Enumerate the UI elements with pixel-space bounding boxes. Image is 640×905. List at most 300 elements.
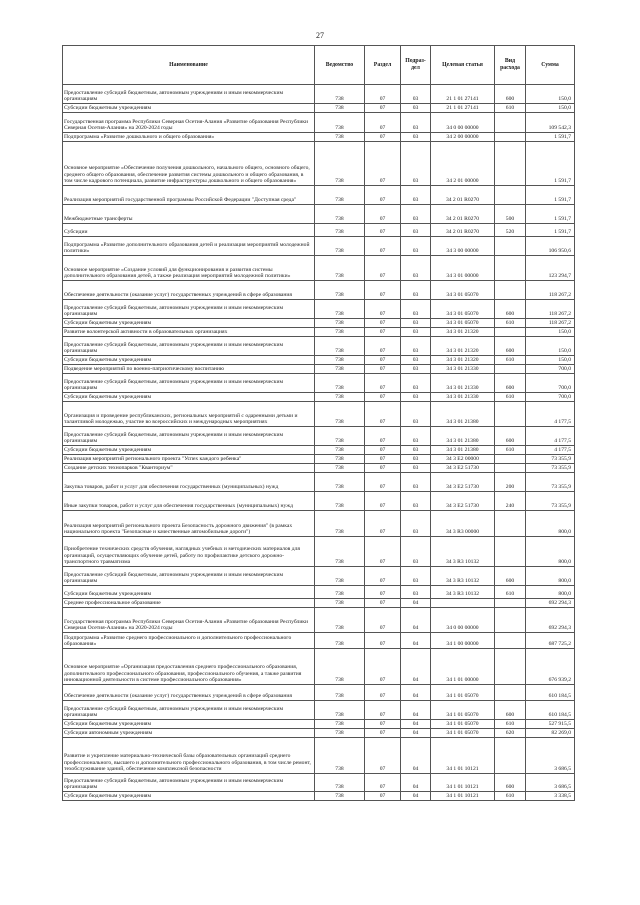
- cell-expense-type: [495, 113, 526, 133]
- cell-dept: 738: [315, 455, 365, 464]
- cell-section: 07: [365, 446, 401, 455]
- cell-expense-type: [495, 365, 526, 374]
- header-subsection: Подраз-дел: [401, 46, 431, 85]
- cell-expense-type: [495, 608, 526, 633]
- cell-amount: 700,0: [526, 365, 575, 374]
- table-body: [63, 85, 575, 801]
- cell-subsection: 03: [401, 393, 431, 402]
- cell-dept: 738: [315, 113, 365, 133]
- table-row: [63, 205, 575, 224]
- cell-section: 07: [365, 774, 401, 792]
- cell-target: 21 1 01 27141: [431, 85, 495, 104]
- cell-dept: 738: [315, 492, 365, 511]
- cell-subsection: 04: [401, 608, 431, 633]
- cell-subsection: 03: [401, 492, 431, 511]
- table-row: [63, 237, 575, 256]
- table-row: [63, 446, 575, 455]
- cell-dept: 738: [315, 281, 365, 300]
- cell-target: 34 1 01 10121: [431, 738, 495, 774]
- cell-section: 07: [365, 427, 401, 446]
- cell-dept: 738: [315, 365, 365, 374]
- header-amount: Сумма: [526, 46, 575, 85]
- cell-amount: 73 355,9: [526, 455, 575, 464]
- cell-subsection: 03: [401, 319, 431, 328]
- cell-target: 34 3 01 21320: [431, 337, 495, 356]
- table-row: [63, 649, 575, 685]
- cell-section: 07: [365, 142, 401, 186]
- cell-subsection: 03: [401, 133, 431, 142]
- cell-dept: 738: [315, 792, 365, 801]
- cell-target: 34 3 01 05070: [431, 319, 495, 328]
- cell-subsection: 04: [401, 701, 431, 720]
- cell-expense-type: [495, 633, 526, 649]
- table-row: [63, 186, 575, 205]
- cell-dept: 738: [315, 599, 365, 608]
- cell-section: 07: [365, 464, 401, 473]
- cell-dept: 738: [315, 720, 365, 729]
- cell-subsection: 03: [401, 85, 431, 104]
- cell-section: 07: [365, 792, 401, 801]
- cell-subsection: 03: [401, 464, 431, 473]
- cell-dept: 738: [315, 567, 365, 586]
- cell-name: Развитие и укрепление материально-технической базы образовательных организаций среднего профессионального, высшего и дополнительного профессионального образования, в том числе ремонт, техобслуживание зданий, обеспечение комплексной безопасности: [63, 738, 315, 774]
- header-section: Раздел: [365, 46, 401, 85]
- cell-amount: 1 591,7: [526, 133, 575, 142]
- cell-dept: 738: [315, 142, 365, 186]
- cell-target: 34 3 01 21380: [431, 402, 495, 427]
- header-expense-type: Вид расхода: [495, 46, 526, 85]
- cell-amount: 1 591,7: [526, 224, 575, 237]
- table-row: [63, 374, 575, 393]
- cell-dept: 738: [315, 633, 365, 649]
- cell-expense-type: 600: [495, 85, 526, 104]
- cell-section: 07: [365, 685, 401, 701]
- cell-subsection: 03: [401, 356, 431, 365]
- cell-section: 07: [365, 281, 401, 300]
- cell-expense-type: 500: [495, 205, 526, 224]
- cell-target: 34 2 01 R0270: [431, 224, 495, 237]
- cell-dept: 738: [315, 186, 365, 205]
- cell-amount: 118 267,2: [526, 281, 575, 300]
- cell-name: Предоставление субсидий бюджетным, автономным учреждениям и иным некоммерческим организациям: [63, 374, 315, 393]
- table-row: [63, 365, 575, 374]
- cell-subsection: 04: [401, 599, 431, 608]
- header-target: Целевая статья: [431, 46, 495, 85]
- cell-section: 07: [365, 365, 401, 374]
- cell-target: 34 3 R3 10132: [431, 537, 495, 567]
- cell-section: 07: [365, 374, 401, 393]
- cell-expense-type: [495, 464, 526, 473]
- cell-dept: 738: [315, 511, 365, 537]
- cell-target: 34 3 00 00000: [431, 237, 495, 256]
- cell-dept: 738: [315, 729, 365, 738]
- cell-section: 07: [365, 237, 401, 256]
- cell-dept: 738: [315, 473, 365, 492]
- cell-name: Обеспечение деятельности (оказание услуг) государственных учреждений в сфере образования: [63, 685, 315, 701]
- cell-name: Приобретение технических средств обучения, наглядных учебных и методических материалов для организаций, осуществляющих обучение детей, работу по профилактике детского дорожно-транспортного травматизма: [63, 537, 315, 567]
- cell-target: 34 3 E2 51730: [431, 492, 495, 511]
- cell-name: Организация и проведение республиканских, региональных мероприятий с одаренными детьми и талантливой молодежью, участие во всероссийских и международных мероприятиях: [63, 402, 315, 427]
- cell-amount: 610 184,5: [526, 701, 575, 720]
- cell-name: Развитие волонтерской активности в образовательных организациях: [63, 328, 315, 337]
- cell-dept: 738: [315, 237, 365, 256]
- cell-amount: 73 355,9: [526, 492, 575, 511]
- cell-amount: 82 269,0: [526, 729, 575, 738]
- cell-amount: 150,0: [526, 328, 575, 337]
- cell-amount: 73 355,9: [526, 464, 575, 473]
- table-row: [63, 738, 575, 774]
- cell-name: Предоставление субсидий бюджетным, автономным учреждениям и иным некоммерческим организациям: [63, 774, 315, 792]
- cell-name: Закупка товаров, работ и услуг для обеспечения государственных (муниципальных) нужд: [63, 473, 315, 492]
- cell-subsection: 03: [401, 113, 431, 133]
- cell-target: 34 1 01 00000: [431, 649, 495, 685]
- cell-name: Предоставление субсидий бюджетным, автономным учреждениям и иным некоммерческим организациям: [63, 337, 315, 356]
- cell-name: Субсидии бюджетным учреждениям: [63, 356, 315, 365]
- cell-section: 07: [365, 729, 401, 738]
- cell-expense-type: 610: [495, 720, 526, 729]
- cell-amount: 700,0: [526, 374, 575, 393]
- cell-amount: 3 686,5: [526, 738, 575, 774]
- cell-amount: 4 177,5: [526, 402, 575, 427]
- cell-subsection: 04: [401, 774, 431, 792]
- cell-target: 34 0 00 00000: [431, 608, 495, 633]
- cell-section: 07: [365, 319, 401, 328]
- cell-subsection: 03: [401, 186, 431, 205]
- cell-section: 07: [365, 599, 401, 608]
- cell-section: 07: [365, 256, 401, 281]
- cell-section: 07: [365, 586, 401, 599]
- cell-subsection: 03: [401, 567, 431, 586]
- cell-subsection: 03: [401, 365, 431, 374]
- cell-expense-type: [495, 237, 526, 256]
- cell-name: Предоставление субсидий бюджетным, автономным учреждениям и иным некоммерческим организациям: [63, 300, 315, 319]
- table-row: [63, 133, 575, 142]
- table-row: [63, 511, 575, 537]
- cell-section: 07: [365, 537, 401, 567]
- cell-target: 34 3 E2 51730: [431, 464, 495, 473]
- cell-dept: 738: [315, 328, 365, 337]
- cell-expense-type: 610: [495, 393, 526, 402]
- cell-target: 34 1 00 00000: [431, 633, 495, 649]
- table-row: [63, 300, 575, 319]
- cell-amount: 700,0: [526, 393, 575, 402]
- budget-table: [62, 45, 575, 801]
- table-row: [63, 393, 575, 402]
- cell-name: Реализация мероприятий государственной программы Российской Федерации "Доступная среда": [63, 186, 315, 205]
- cell-dept: 738: [315, 774, 365, 792]
- header-name: Наименование: [63, 46, 315, 85]
- cell-expense-type: 600: [495, 374, 526, 393]
- cell-target: 34 1 01 05070: [431, 685, 495, 701]
- cell-name: Субсидии бюджетным учреждениям: [63, 104, 315, 113]
- cell-target: 34 1 01 05070: [431, 720, 495, 729]
- cell-subsection: 03: [401, 328, 431, 337]
- cell-dept: 738: [315, 608, 365, 633]
- cell-name: Государственная программа Республики Северная Осетия-Алания «Развитие образования Республики Северная Осетия-Алания» на 2020-2024 годы: [63, 113, 315, 133]
- cell-name: Предоставление субсидий бюджетным, автономным учреждениям и иным некоммерческим организациям: [63, 567, 315, 586]
- cell-section: 07: [365, 186, 401, 205]
- cell-subsection: 03: [401, 337, 431, 356]
- cell-dept: 738: [315, 256, 365, 281]
- table-row: [63, 685, 575, 701]
- cell-amount: 3 338,5: [526, 792, 575, 801]
- table-row: [63, 328, 575, 337]
- cell-dept: 738: [315, 205, 365, 224]
- cell-amount: 150,0: [526, 104, 575, 113]
- cell-dept: 738: [315, 300, 365, 319]
- cell-name: Основное мероприятие «Организация предоставления среднего профессионального образования, дополнительного профессионального образования, профессионального обучения, а также развития инновационной деятельности в системе профессионального образования»: [63, 649, 315, 685]
- table-row: [63, 599, 575, 608]
- header-dept: Ведомство: [315, 46, 365, 85]
- cell-expense-type: [495, 186, 526, 205]
- table-row: [63, 256, 575, 281]
- table-row: [63, 567, 575, 586]
- table-row: [63, 281, 575, 300]
- table-row: [63, 608, 575, 633]
- cell-target: 34 3 R3 10132: [431, 586, 495, 599]
- cell-subsection: 03: [401, 511, 431, 537]
- cell-name: Реализация мероприятий регионального проекта "Успех каждого ребенка": [63, 455, 315, 464]
- table-row: [63, 720, 575, 729]
- cell-expense-type: 240: [495, 492, 526, 511]
- cell-name: Обеспечение деятельности (оказание услуг) государственных учреждений в сфере образования: [63, 281, 315, 300]
- cell-section: 07: [365, 492, 401, 511]
- cell-section: 07: [365, 633, 401, 649]
- cell-subsection: 03: [401, 205, 431, 224]
- cell-subsection: 04: [401, 685, 431, 701]
- cell-expense-type: [495, 256, 526, 281]
- cell-section: 07: [365, 85, 401, 104]
- cell-target: 34 3 01 00000: [431, 256, 495, 281]
- cell-expense-type: 610: [495, 446, 526, 455]
- cell-section: 07: [365, 567, 401, 586]
- cell-target: 34 2 01 R0270: [431, 205, 495, 224]
- cell-expense-type: 610: [495, 586, 526, 599]
- cell-name: Основное мероприятие «Обеспечение получения дошкольного, начального общего, основного общего, среднего общего образования, обеспечение развития системы дошкольного и общего образования, в том числе кадрового потенциала, развитие инфраструктуры дошкольного и общего образования»: [63, 142, 315, 186]
- cell-expense-type: 520: [495, 224, 526, 237]
- cell-amount: 692 294,3: [526, 608, 575, 633]
- cell-section: 07: [365, 328, 401, 337]
- table-row: [63, 464, 575, 473]
- cell-dept: 738: [315, 224, 365, 237]
- cell-section: 07: [365, 402, 401, 427]
- table-row: [63, 85, 575, 104]
- cell-target: 34 3 01 21380: [431, 427, 495, 446]
- cell-dept: 738: [315, 85, 365, 104]
- cell-amount: 1 591,7: [526, 205, 575, 224]
- cell-target: 34 3 01 05070: [431, 281, 495, 300]
- cell-dept: 738: [315, 649, 365, 685]
- cell-name: Иные закупки товаров, работ и услуг для обеспечения государственных (муниципальных) нужд: [63, 492, 315, 511]
- cell-expense-type: 600: [495, 701, 526, 720]
- table-row: [63, 774, 575, 792]
- cell-target: 34 1 01 05070: [431, 729, 495, 738]
- cell-section: 07: [365, 720, 401, 729]
- cell-name: Субсидии бюджетным учреждениям: [63, 393, 315, 402]
- cell-amount: 118 267,2: [526, 300, 575, 319]
- cell-expense-type: 620: [495, 729, 526, 738]
- cell-target: 34 2 00 00000: [431, 133, 495, 142]
- cell-dept: 738: [315, 104, 365, 113]
- cell-dept: 738: [315, 537, 365, 567]
- cell-subsection: 03: [401, 256, 431, 281]
- cell-target: 34 3 01 21320: [431, 356, 495, 365]
- cell-target: 34 2 01 00000: [431, 142, 495, 186]
- cell-name: Подведение мероприятий по военно-патриотическому воспитанию: [63, 365, 315, 374]
- table-row: [63, 455, 575, 464]
- cell-dept: 738: [315, 356, 365, 365]
- cell-expense-type: 600: [495, 300, 526, 319]
- cell-expense-type: [495, 133, 526, 142]
- cell-name: Основное мероприятие «Создание условий для функционирования и развития системы дополнительного образования детей, а также реализация мероприятий молодежной политики»: [63, 256, 315, 281]
- table-row: [63, 492, 575, 511]
- cell-subsection: 04: [401, 792, 431, 801]
- cell-expense-type: [495, 599, 526, 608]
- table-row: [63, 356, 575, 365]
- cell-dept: 738: [315, 427, 365, 446]
- cell-name: Государственная программа Республики Северная Осетия-Алания «Развитие образования Республики Северная Осетия-Алания» на 2020-2024 годы: [63, 608, 315, 633]
- cell-target: 34 3 R3 10132: [431, 567, 495, 586]
- cell-subsection: 04: [401, 649, 431, 685]
- cell-amount: 150,0: [526, 337, 575, 356]
- table-row: [63, 701, 575, 720]
- cell-expense-type: 600: [495, 774, 526, 792]
- cell-amount: 4 177,5: [526, 427, 575, 446]
- table-row: [63, 473, 575, 492]
- cell-name: Субсидии бюджетным учреждениям: [63, 586, 315, 599]
- cell-subsection: 03: [401, 446, 431, 455]
- cell-section: 07: [365, 649, 401, 685]
- cell-subsection: 04: [401, 720, 431, 729]
- cell-target: 34 3 01 21320: [431, 328, 495, 337]
- cell-subsection: 04: [401, 729, 431, 738]
- cell-dept: 738: [315, 586, 365, 599]
- cell-subsection: 03: [401, 586, 431, 599]
- cell-name: Субсидии бюджетным учреждениям: [63, 720, 315, 729]
- cell-amount: 150,0: [526, 356, 575, 365]
- cell-section: 07: [365, 104, 401, 113]
- table-row: [63, 224, 575, 237]
- cell-amount: 610 184,5: [526, 685, 575, 701]
- cell-expense-type: [495, 455, 526, 464]
- cell-name: Субсидии бюджетным учреждениям: [63, 792, 315, 801]
- table-row: [63, 427, 575, 446]
- cell-name: Субсидии автономным учреждениям: [63, 729, 315, 738]
- cell-expense-type: [495, 537, 526, 567]
- cell-section: 07: [365, 205, 401, 224]
- cell-subsection: 03: [401, 427, 431, 446]
- table-row: [63, 729, 575, 738]
- cell-name: Межбюджетные трансферты: [63, 205, 315, 224]
- cell-amount: 123 294,7: [526, 256, 575, 281]
- cell-target: 34 3 01 21380: [431, 446, 495, 455]
- table-row: [63, 104, 575, 113]
- cell-target: 34 1 01 05070: [431, 701, 495, 720]
- cell-target: 34 3 R3 00000: [431, 511, 495, 537]
- cell-section: 07: [365, 337, 401, 356]
- page-number: 27: [316, 31, 324, 40]
- cell-name: Субсидии бюджетным учреждениям: [63, 319, 315, 328]
- cell-name: Создание детских технопарков "Кванториум": [63, 464, 315, 473]
- cell-subsection: 04: [401, 738, 431, 774]
- cell-dept: 738: [315, 337, 365, 356]
- cell-amount: 150,0: [526, 85, 575, 104]
- cell-amount: 800,0: [526, 537, 575, 567]
- cell-name: Реализация мероприятий регионального проекта Безопасность дорожного движения" (в рамках национального проекта "Безопасные и качественные автомобильные дороги"): [63, 511, 315, 537]
- cell-amount: 800,0: [526, 567, 575, 586]
- cell-amount: 692 294,3: [526, 599, 575, 608]
- cell-expense-type: [495, 738, 526, 774]
- cell-subsection: 03: [401, 281, 431, 300]
- cell-target: 34 1 01 10121: [431, 774, 495, 792]
- cell-target: 34 0 00 00000: [431, 113, 495, 133]
- cell-name: Субсидии бюджетным учреждениям: [63, 446, 315, 455]
- cell-section: 07: [365, 455, 401, 464]
- cell-subsection: 03: [401, 142, 431, 186]
- cell-dept: 738: [315, 402, 365, 427]
- table-row: [63, 142, 575, 186]
- cell-subsection: 03: [401, 104, 431, 113]
- table-row: [63, 113, 575, 133]
- cell-expense-type: 610: [495, 356, 526, 365]
- cell-dept: 738: [315, 738, 365, 774]
- cell-amount: 118 267,2: [526, 319, 575, 328]
- cell-expense-type: 600: [495, 427, 526, 446]
- cell-subsection: 04: [401, 633, 431, 649]
- cell-dept: 738: [315, 446, 365, 455]
- cell-expense-type: [495, 685, 526, 701]
- cell-dept: 738: [315, 133, 365, 142]
- cell-expense-type: [495, 511, 526, 537]
- table-row: [63, 337, 575, 356]
- cell-amount: 109 542,3: [526, 113, 575, 133]
- cell-dept: 738: [315, 701, 365, 720]
- cell-section: 07: [365, 356, 401, 365]
- cell-target: [431, 599, 495, 608]
- cell-amount: 73 355,9: [526, 473, 575, 492]
- cell-section: 07: [365, 224, 401, 237]
- cell-name: Подпрограмма «Развитие дополнительного образования детей и реализация мероприятий молодежной политики»: [63, 237, 315, 256]
- cell-amount: 1 591,7: [526, 142, 575, 186]
- cell-subsection: 03: [401, 473, 431, 492]
- cell-target: 34 3 01 21330: [431, 365, 495, 374]
- cell-expense-type: [495, 402, 526, 427]
- cell-target: 34 3 E2 00000: [431, 455, 495, 464]
- cell-name: Субсидии: [63, 224, 315, 237]
- cell-name: Подпрограмма «Развитие дошкольного и общего образования»: [63, 133, 315, 142]
- cell-expense-type: [495, 328, 526, 337]
- cell-section: 07: [365, 473, 401, 492]
- cell-target: 34 2 01 R0270: [431, 186, 495, 205]
- cell-target: 21 1 01 27141: [431, 104, 495, 113]
- cell-name: Среднее профессиональное образование: [63, 599, 315, 608]
- cell-subsection: 03: [401, 224, 431, 237]
- cell-target: 34 3 E2 51730: [431, 473, 495, 492]
- cell-target: 34 3 01 21330: [431, 393, 495, 402]
- cell-amount: 676 939,2: [526, 649, 575, 685]
- cell-amount: 527 915,5: [526, 720, 575, 729]
- cell-name: Предоставление субсидий бюджетным, автономным учреждениям и иным некоммерческим организациям: [63, 85, 315, 104]
- cell-section: 07: [365, 133, 401, 142]
- cell-target: 34 3 01 05070: [431, 300, 495, 319]
- cell-expense-type: 600: [495, 337, 526, 356]
- table-row: [63, 319, 575, 328]
- cell-expense-type: 610: [495, 319, 526, 328]
- cell-subsection: 03: [401, 402, 431, 427]
- table-row: [63, 633, 575, 649]
- table-header-row: [63, 46, 575, 85]
- cell-dept: 738: [315, 685, 365, 701]
